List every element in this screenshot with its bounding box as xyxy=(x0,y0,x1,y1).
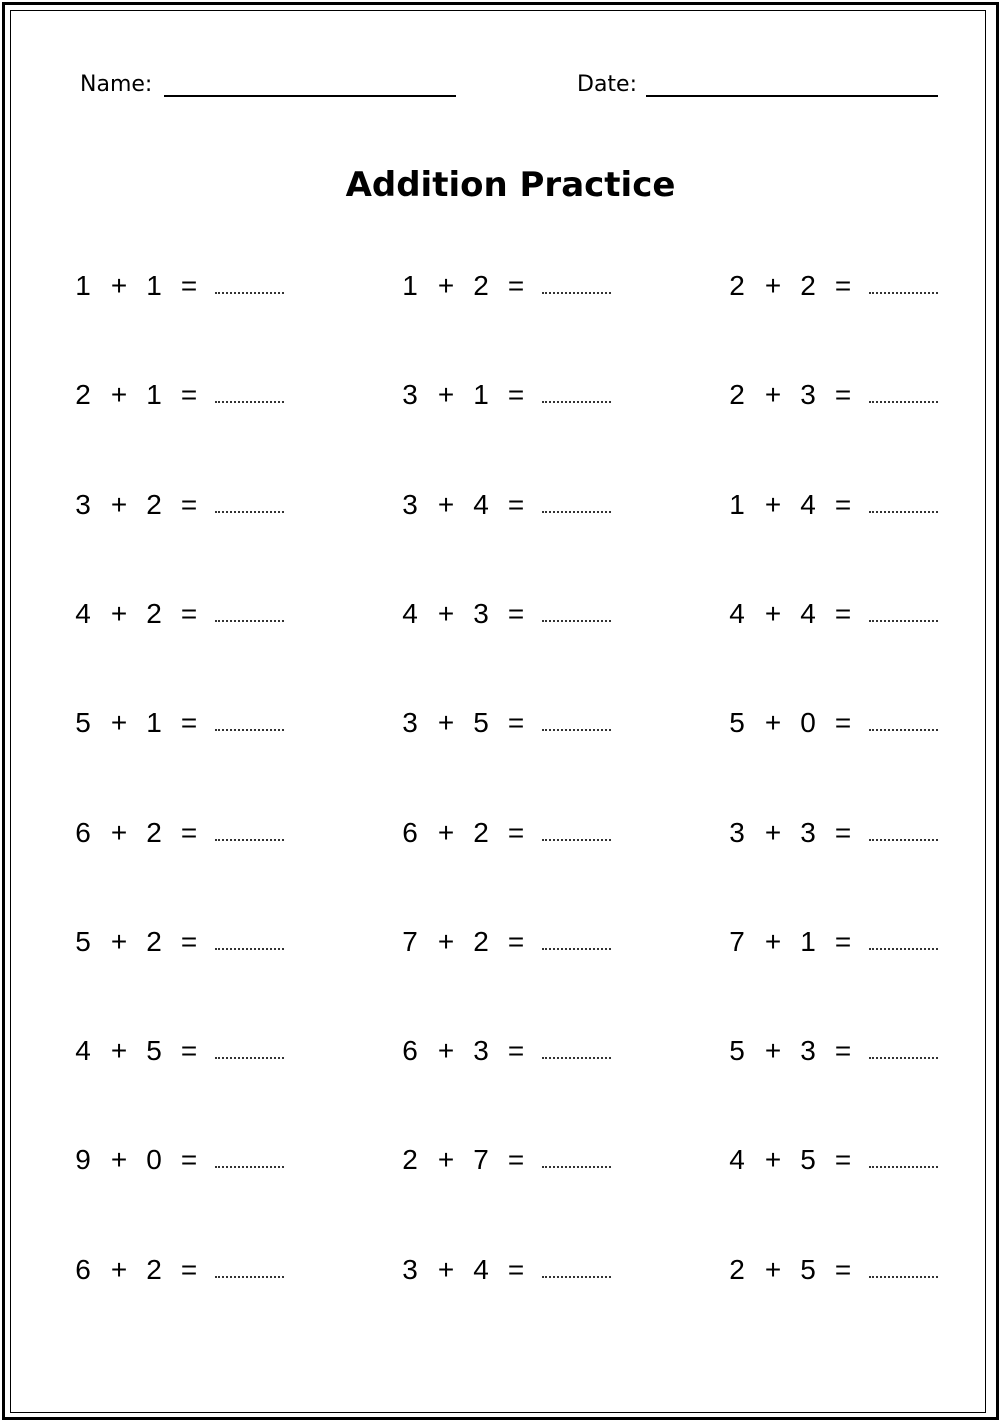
addend-b: 2 xyxy=(146,489,162,520)
addend-a: 1 xyxy=(729,489,745,520)
plus-sign: + xyxy=(437,270,455,301)
addend-a: 5 xyxy=(75,707,91,738)
plus-sign: + xyxy=(110,1254,128,1285)
answer-blank[interactable] xyxy=(215,620,284,622)
equals-sign: = xyxy=(180,1254,198,1285)
answer-blank[interactable] xyxy=(869,1166,938,1168)
plus-sign: + xyxy=(110,1035,128,1066)
addend-b: 5 xyxy=(146,1035,162,1066)
addend-b: 4 xyxy=(800,598,816,629)
addend-b: 5 xyxy=(473,707,489,738)
date-field xyxy=(577,72,938,97)
addend-a: 6 xyxy=(402,817,418,848)
plus-sign: + xyxy=(110,489,128,520)
answer-blank[interactable] xyxy=(542,1276,611,1278)
addend-b: 4 xyxy=(473,1254,489,1285)
plus-sign: + xyxy=(437,1254,455,1285)
addend-a: 3 xyxy=(402,489,418,520)
addend-a: 4 xyxy=(729,598,745,629)
answer-blank[interactable] xyxy=(869,620,938,622)
addend-b: 2 xyxy=(146,926,162,957)
addend-b: 4 xyxy=(473,489,489,520)
addend-a: 9 xyxy=(75,1144,91,1175)
addend-b: 3 xyxy=(800,379,816,410)
addend-a: 2 xyxy=(75,379,91,410)
equals-sign: = xyxy=(507,270,525,301)
answer-blank[interactable] xyxy=(542,620,611,622)
answer-blank[interactable] xyxy=(869,511,938,513)
answer-blank[interactable] xyxy=(869,1057,938,1059)
addend-a: 4 xyxy=(75,1035,91,1066)
addend-a: 4 xyxy=(729,1144,745,1175)
equals-sign: = xyxy=(507,1254,525,1285)
addend-b: 2 xyxy=(146,598,162,629)
addend-b: 2 xyxy=(146,1254,162,1285)
equals-sign: = xyxy=(834,817,852,848)
answer-blank[interactable] xyxy=(215,839,284,841)
equals-sign: = xyxy=(507,598,525,629)
answer-blank[interactable] xyxy=(215,1166,284,1168)
addend-b: 3 xyxy=(800,1035,816,1066)
answer-blank[interactable] xyxy=(542,948,611,950)
addend-a: 6 xyxy=(402,1035,418,1066)
plus-sign: + xyxy=(764,1035,782,1066)
equals-sign: = xyxy=(180,817,198,848)
plus-sign: + xyxy=(437,926,455,957)
answer-blank[interactable] xyxy=(869,729,938,731)
equals-sign: = xyxy=(507,1144,525,1175)
plus-sign: + xyxy=(437,598,455,629)
answer-blank[interactable] xyxy=(869,948,938,950)
plus-sign: + xyxy=(110,1144,128,1175)
page-title: Addition Practice xyxy=(345,165,676,205)
name-field xyxy=(80,72,456,97)
plus-sign: + xyxy=(437,817,455,848)
plus-sign: + xyxy=(764,926,782,957)
equals-sign: = xyxy=(834,1035,852,1066)
plus-sign: + xyxy=(110,707,128,738)
addend-b: 2 xyxy=(473,817,489,848)
addend-b: 0 xyxy=(800,707,816,738)
equals-sign: = xyxy=(180,1144,198,1175)
addend-b: 2 xyxy=(146,817,162,848)
equals-sign: = xyxy=(507,926,525,957)
addend-a: 2 xyxy=(729,379,745,410)
plus-sign: + xyxy=(437,1035,455,1066)
plus-sign: + xyxy=(764,1144,782,1175)
addend-a: 2 xyxy=(402,1144,418,1175)
answer-blank[interactable] xyxy=(542,1057,611,1059)
equals-sign: = xyxy=(180,489,198,520)
answer-blank[interactable] xyxy=(542,401,611,403)
addend-b: 3 xyxy=(473,1035,489,1066)
equals-sign: = xyxy=(180,1035,198,1066)
addend-b: 5 xyxy=(800,1254,816,1285)
equals-sign: = xyxy=(507,489,525,520)
addend-b: 2 xyxy=(800,270,816,301)
addend-a: 5 xyxy=(75,926,91,957)
addend-b: 1 xyxy=(146,379,162,410)
equals-sign: = xyxy=(834,926,852,957)
equals-sign: = xyxy=(180,707,198,738)
addend-a: 3 xyxy=(729,817,745,848)
answer-blank[interactable] xyxy=(869,401,938,403)
equals-sign: = xyxy=(507,707,525,738)
addend-b: 2 xyxy=(473,926,489,957)
addend-a: 3 xyxy=(402,707,418,738)
answer-blank[interactable] xyxy=(542,292,611,294)
name-label: Name: xyxy=(80,72,153,97)
plus-sign: + xyxy=(110,598,128,629)
addend-a: 2 xyxy=(729,270,745,301)
plus-sign: + xyxy=(437,379,455,410)
answer-blank[interactable] xyxy=(215,511,284,513)
addend-a: 7 xyxy=(402,926,418,957)
answer-blank[interactable] xyxy=(215,948,284,950)
answer-blank[interactable] xyxy=(542,1166,611,1168)
addend-a: 6 xyxy=(75,817,91,848)
addend-a: 6 xyxy=(75,1254,91,1285)
answer-blank[interactable] xyxy=(215,292,284,294)
equals-sign: = xyxy=(507,817,525,848)
answer-blank[interactable] xyxy=(542,511,611,513)
plus-sign: + xyxy=(437,489,455,520)
equals-sign: = xyxy=(834,1254,852,1285)
plus-sign: + xyxy=(110,379,128,410)
equals-sign: = xyxy=(834,707,852,738)
date-input-line[interactable] xyxy=(646,73,938,97)
equals-sign: = xyxy=(507,379,525,410)
equals-sign: = xyxy=(834,379,852,410)
addend-b: 1 xyxy=(800,926,816,957)
addend-a: 1 xyxy=(75,270,91,301)
equals-sign: = xyxy=(507,1035,525,1066)
plus-sign: + xyxy=(764,489,782,520)
plus-sign: + xyxy=(437,1144,455,1175)
plus-sign: + xyxy=(764,379,782,410)
addend-a: 1 xyxy=(402,270,418,301)
addend-b: 1 xyxy=(473,379,489,410)
answer-blank[interactable] xyxy=(215,1276,284,1278)
plus-sign: + xyxy=(764,270,782,301)
addend-a: 3 xyxy=(402,1254,418,1285)
addend-a: 3 xyxy=(75,489,91,520)
answer-blank[interactable] xyxy=(215,729,284,731)
answer-blank[interactable] xyxy=(542,839,611,841)
date-label: Date: xyxy=(577,72,637,97)
answer-blank[interactable] xyxy=(869,1276,938,1278)
name-input-line[interactable] xyxy=(164,73,456,97)
addend-b: 3 xyxy=(473,598,489,629)
addend-b: 1 xyxy=(146,270,162,301)
equals-sign: = xyxy=(180,270,198,301)
answer-blank[interactable] xyxy=(215,1057,284,1059)
answer-blank[interactable] xyxy=(215,401,284,403)
equals-sign: = xyxy=(834,598,852,629)
answer-blank[interactable] xyxy=(869,292,938,294)
addend-a: 2 xyxy=(729,1254,745,1285)
addend-a: 4 xyxy=(75,598,91,629)
answer-blank[interactable] xyxy=(869,839,938,841)
plus-sign: + xyxy=(764,817,782,848)
addend-b: 2 xyxy=(473,270,489,301)
addend-a: 3 xyxy=(402,379,418,410)
plus-sign: + xyxy=(764,707,782,738)
addend-b: 1 xyxy=(146,707,162,738)
plus-sign: + xyxy=(437,707,455,738)
addend-b: 3 xyxy=(800,817,816,848)
addend-b: 5 xyxy=(800,1144,816,1175)
equals-sign: = xyxy=(180,598,198,629)
addend-a: 4 xyxy=(402,598,418,629)
plus-sign: + xyxy=(110,817,128,848)
answer-blank[interactable] xyxy=(542,729,611,731)
equals-sign: = xyxy=(834,270,852,301)
addend-b: 0 xyxy=(146,1144,162,1175)
equals-sign: = xyxy=(180,379,198,410)
plus-sign: + xyxy=(110,270,128,301)
plus-sign: + xyxy=(764,1254,782,1285)
addend-a: 5 xyxy=(729,1035,745,1066)
addend-b: 7 xyxy=(473,1144,489,1175)
plus-sign: + xyxy=(764,598,782,629)
equals-sign: = xyxy=(834,1144,852,1175)
plus-sign: + xyxy=(110,926,128,957)
addend-a: 5 xyxy=(729,707,745,738)
addend-b: 4 xyxy=(800,489,816,520)
equals-sign: = xyxy=(180,926,198,957)
equals-sign: = xyxy=(834,489,852,520)
addend-a: 7 xyxy=(729,926,745,957)
